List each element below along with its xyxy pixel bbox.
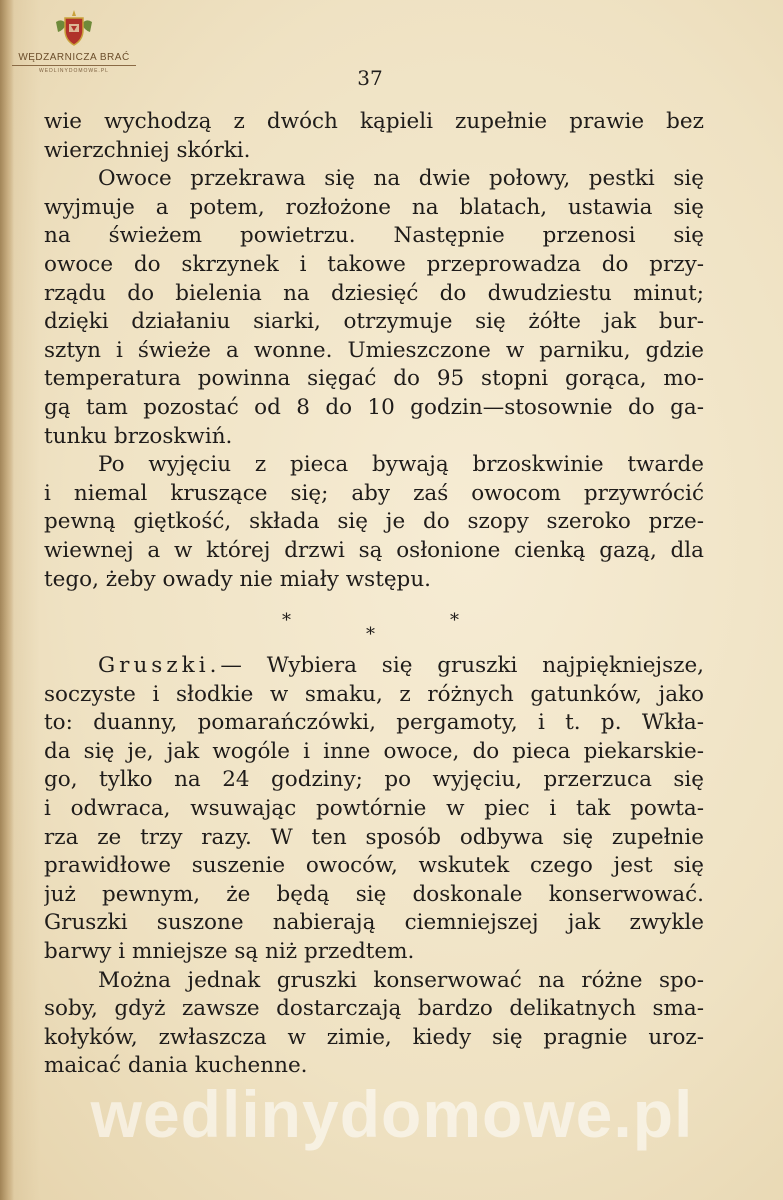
text-line: to: duanny, pomarańczówki, pergamoty, i t. p. Wkła- (44, 710, 704, 736)
text-line: wierzchniej skórki. (44, 137, 251, 163)
crest-icon (52, 8, 96, 48)
text-line: owoce do skrzynek i takowe przeprowadza do przy- (44, 251, 704, 277)
text-line: rza ze trzy razy. W ten sposób odbywa się zupełnie (44, 824, 704, 850)
text-line: Można jednak gruszki konserwować na różne spo- (98, 967, 704, 993)
logo-domain-text: WEDLINYDOMOWE.PL (39, 68, 109, 74)
text-line: tunku brzoskwiń. (44, 423, 233, 449)
text-line: wie wychodzą z dwóch kąpieli zupełnie prawie bez (44, 109, 704, 134)
text-line: gą tam pozostać od 8 do 10 godzin—stosownie do ga- (44, 394, 704, 420)
watermark: wedlinydomowe.pl (90, 1077, 694, 1151)
text-line: pewną giętkość, składa się je do szopy szeroko prze- (44, 509, 704, 535)
page-binding-shadow (0, 0, 14, 1200)
text-line: wyjmuje a potem, rozłożone na blatach, ustawia się (44, 194, 704, 220)
text-line: tego, żeby owady nie miały wstępu. (44, 566, 431, 592)
text-line: Po wyjęciu z pieca bywają brzoskwinie twarde (98, 452, 704, 478)
text-line: i odwraca, wsuwając powtórnie w piec i tak powta- (44, 796, 704, 822)
text-line: soby, gdyż zawsze dostarczają bardzo delikatnych sma- (44, 996, 704, 1022)
text-line: dzięki działaniu siarki, otrzymuje się żółte jak bur- (44, 309, 704, 335)
text-line: maicać dania kuchenne. (44, 1053, 308, 1079)
text-line: i niemal kruszące się; aby zaś owocom przywrócić (44, 480, 704, 506)
page-number: 37 (357, 66, 383, 90)
section-separator (44, 594, 704, 652)
text-line: prawidłowe suszenie owoców, wskutek czego jest się (44, 853, 704, 879)
text-line: Gruszki suszone nabierają ciemniejszej jak zwykle (44, 910, 704, 936)
text-line: wiewnej a w której drzwi są osłonione cienką gazą, dla (44, 537, 704, 563)
text-line: na świeżem powietrzu. Następnie przenosi się (44, 223, 704, 249)
page-text (44, 108, 704, 1081)
text-line: kołyków, zwłaszcza w zimie, kiedy się pragnie uroz- (44, 1024, 704, 1050)
text-line: barwy i mniejsze są niż przedtem. (44, 939, 415, 965)
section-heading: Gruszki. (98, 653, 221, 679)
text-line: już pewnym, że będą się doskonale konserwować. (44, 881, 704, 907)
text-line: Owoce przekrawa się na dwie połowy, pestki się (98, 166, 704, 192)
text-line: sztyn i świeże a wonne. Umieszczone w parniku, gdzie (44, 337, 704, 363)
heading-line-rest: — Wybiera się gruszki najpiękniejsze, (220, 653, 704, 679)
separator-star: * (450, 610, 459, 632)
text-line: go, tylko na 24 godziny; po wyjęciu, przerzuca się (44, 767, 704, 793)
logo-brand-text: WĘDZARNICZA BRAĆ (18, 52, 130, 63)
text-line: temperatura powinna sięgać do 95 stopni gorąca, mo- (44, 366, 704, 392)
text-line: soczyste i słodkie w smaku, z różnych gatunków, jako (44, 681, 704, 707)
separator-star: * (282, 610, 291, 632)
separator-star: * (366, 624, 375, 646)
text-line-heading (44, 652, 704, 681)
text-line: da się je, jak wogóle i inne owoce, do pieca piekarskie- (44, 738, 704, 764)
text-line: rządu do bielenia na dziesięć do dwudziestu minut; (44, 280, 704, 306)
